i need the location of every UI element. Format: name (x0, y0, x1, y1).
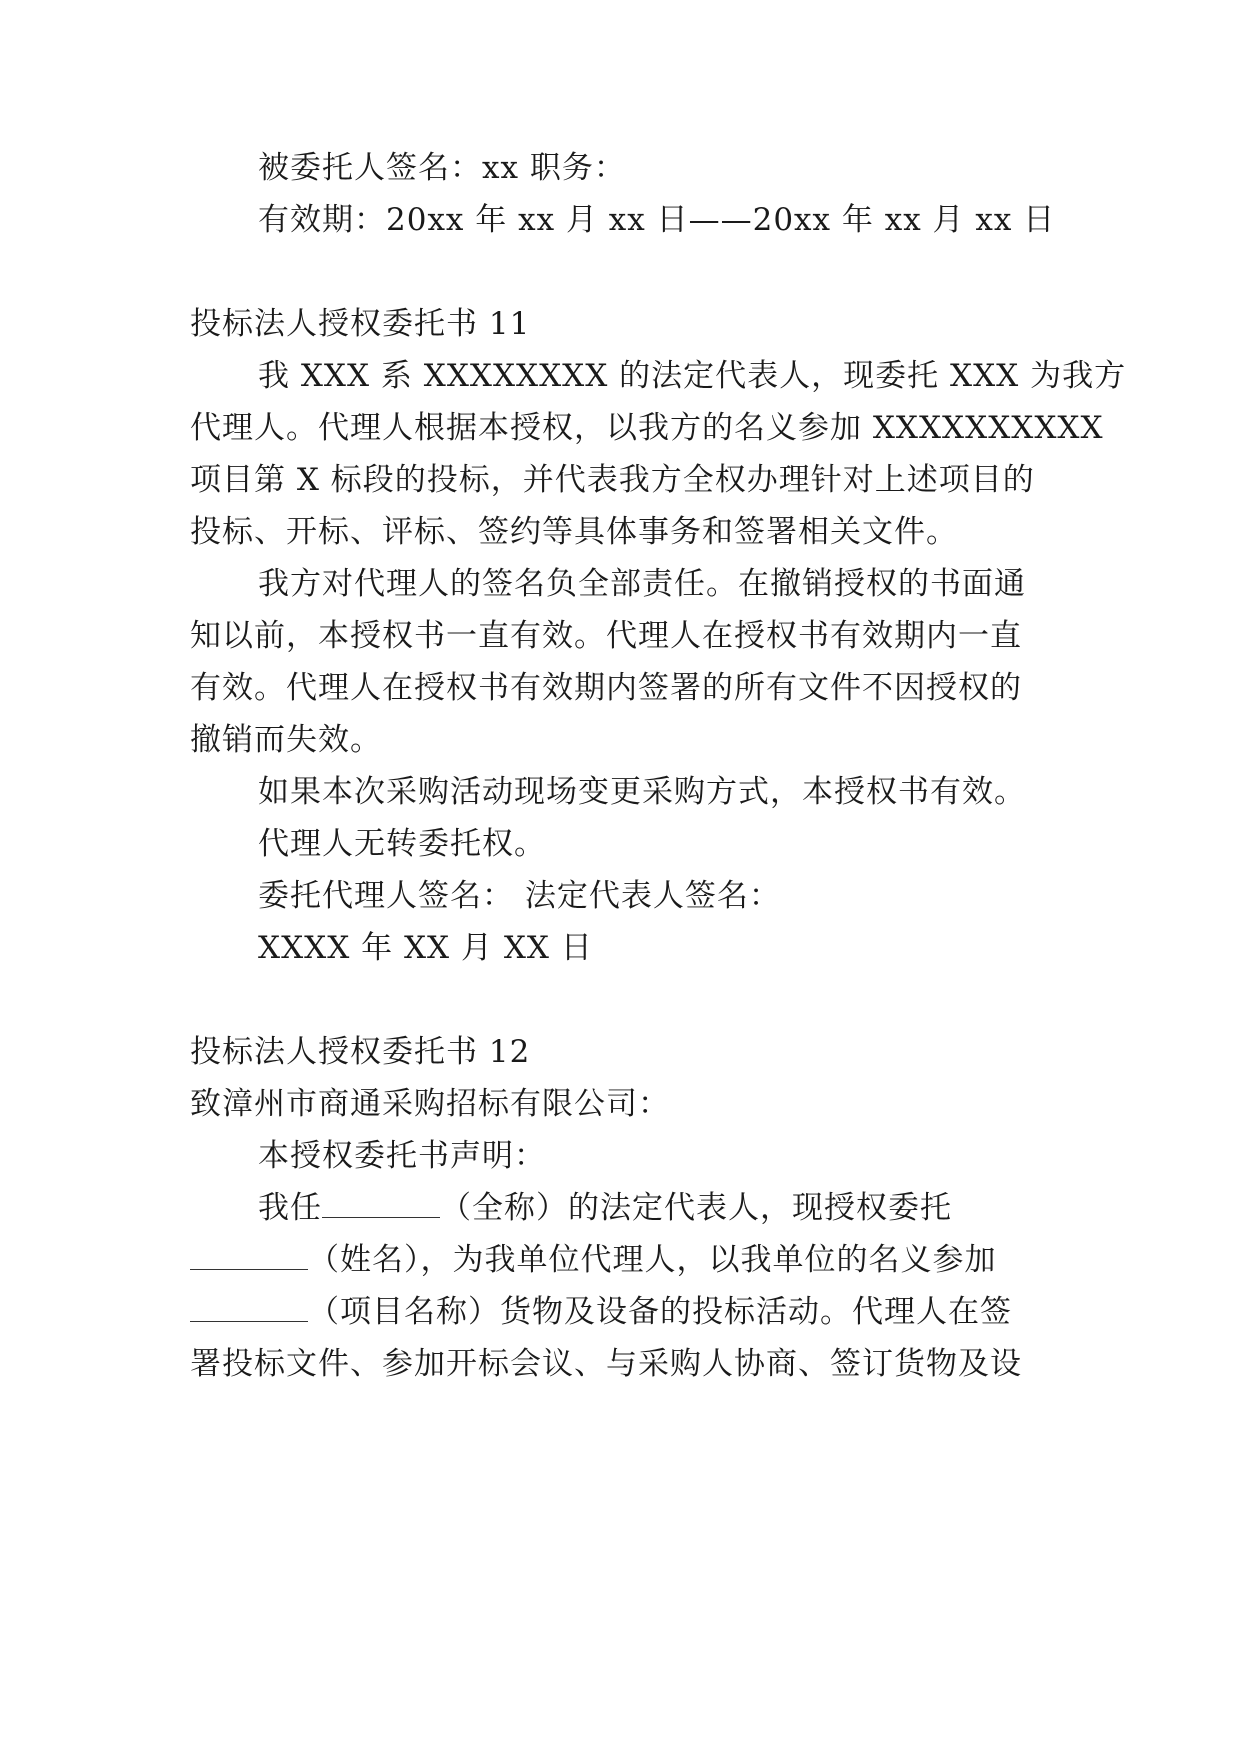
s12-line4: 署投标文件、参加开标会议、与采购人协商、签订货物及设 (190, 1346, 1022, 1382)
s11-para3: 如果本次采购活动现场变更采购方式，本授权书有效。 (258, 774, 1026, 810)
s11-para2-line3: 有效。代理人在授权书有效期内签署的所有文件不因授权的 (190, 670, 1022, 706)
s12-line2-text: （姓名），为我单位代理人，以我单位的名义参加 (308, 1242, 997, 1278)
s11-signature-line: 委托代理人签名： 法定代表人签名： (258, 878, 781, 914)
s12-line1-suffix: （全称）的法定代表人，现授权委托 (440, 1190, 952, 1226)
s12-line1 (258, 1186, 1128, 1230)
s11-para1-line4: 投标、开标、评标、签约等具体事务和签署相关文件。 (190, 514, 958, 550)
section-12-title: 投标法人授权委托书 12 (190, 1034, 531, 1070)
fullname-blank (322, 1187, 440, 1218)
validity-period-line: 有效期：20xx 年 xx 月 xx 日——20xx 年 xx 月 xx 日 (258, 202, 1056, 238)
s11-para2-line4: 撤销而失效。 (190, 722, 382, 758)
s11-date-line: XXXX 年 XX 月 XX 日 (258, 930, 593, 966)
s12-line2 (190, 1238, 1060, 1282)
s11-para2-line2: 知以前，本授权书一直有效。代理人在授权书有效期内一直 (190, 618, 1022, 654)
s12-addressee: 致漳州市商通采购招标有限公司： (190, 1086, 670, 1122)
s11-para4: 代理人无转委托权。 (258, 826, 546, 862)
s11-para1-line3: 项目第 X 标段的投标，并代表我方全权办理针对上述项目的 (190, 462, 1035, 498)
s12-declaration: 本授权委托书声明： (258, 1138, 546, 1174)
s12-line1-prefix: 我任 (258, 1190, 322, 1226)
name-blank (190, 1239, 308, 1270)
s11-para1-line2: 代理人。代理人根据本授权，以我方的名义参加 XXXXXXXXXX (190, 410, 1104, 446)
section-11-title: 投标法人授权委托书 11 (190, 306, 531, 342)
s11-para1-line1: 我 XXX 系 XXXXXXXX 的法定代表人，现委托 XXX 为我方 (258, 358, 1127, 394)
trustee-signature-line: 被委托人签名：xx 职务： (258, 150, 626, 186)
s11-para2-line1: 我方对代理人的签名负全部责任。在撤销授权的书面通 (258, 566, 1026, 602)
project-name-blank (190, 1291, 308, 1322)
s12-line3-text: （项目名称）货物及设备的投标活动。代理人在签 (308, 1294, 1012, 1330)
s12-line3 (190, 1290, 1060, 1334)
